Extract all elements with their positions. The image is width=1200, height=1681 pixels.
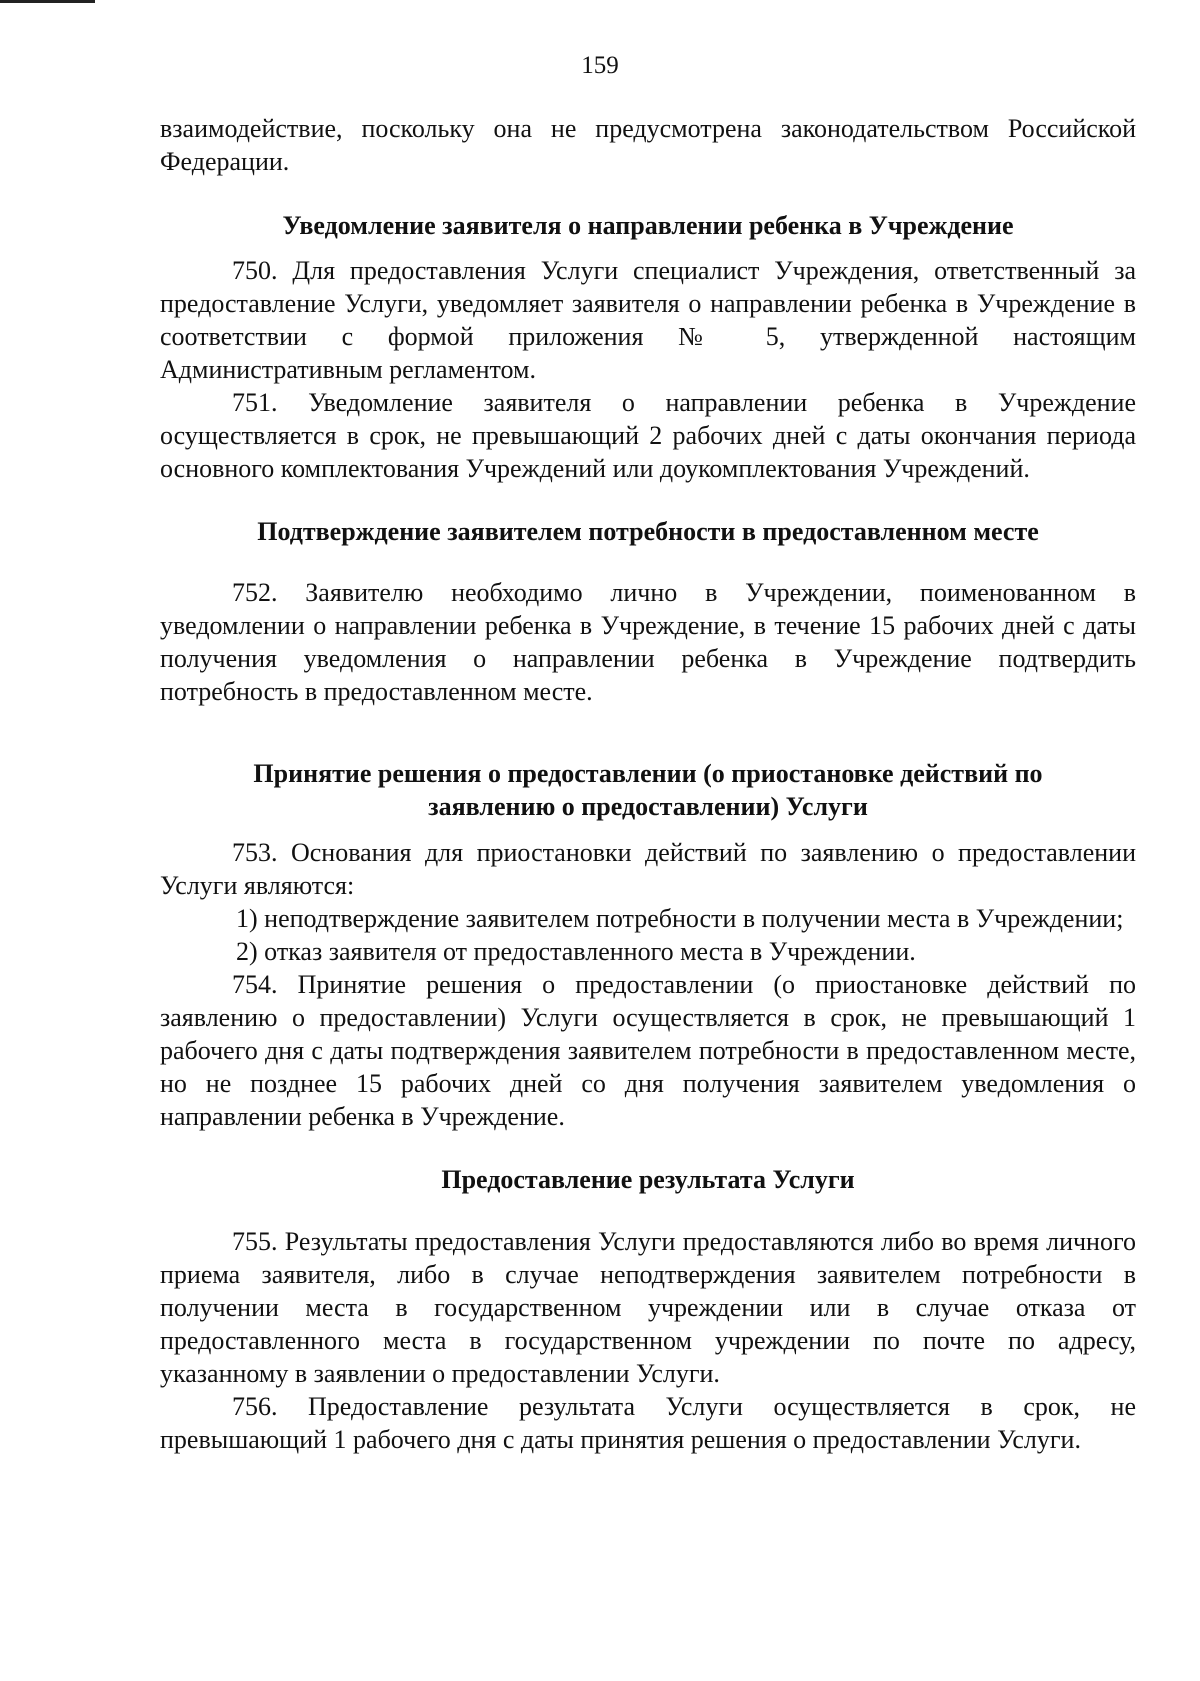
paragraph-752: 752. Заявителю необходимо лично в Учреждении, поименованном в уведомлении о направлении ребенка в Учреждение, в течение 15 рабочих дней с даты получения уведомления о направлении ребенка в Учреждение подтвердить потребность в предоставленном месте. bbox=[160, 578, 1136, 706]
heading-notification: Уведомление заявителя о направлении ребенка в Учреждение bbox=[282, 211, 1014, 240]
paragraph-754: 754. Принятие решения о предоставлении (о приостановке действий по заявлению о предоставлении) Услуги осуществляется в срок, не превышающий 1 рабочего дня с даты подтверждения заявителем потребности в предоставленном месте, но не позднее 15 рабочих дней со дня получения заявителем уведомления о направлении ребенка в Учреждение. bbox=[160, 970, 1136, 1131]
list-item-753-2: 2) отказ заявителя от предоставленного места в Учреждении. bbox=[236, 937, 916, 966]
page-number: 159 bbox=[581, 52, 619, 79]
heading-decision-line-1: Принятие решения о предоставлении (о приостановке действий по bbox=[253, 759, 1043, 788]
list-item-753-1: 1) неподтверждение заявителем потребности в получении места в Учреждении; bbox=[236, 904, 1124, 933]
paragraph-756: 756. Предоставление результата Услуги осуществляется в срок, не превышающий 1 рабочего дня с даты принятия решения о предоставлении Услуги. bbox=[160, 1392, 1136, 1454]
paragraph-751: 751. Уведомление заявителя о направлении ребенка в Учреждение осуществляется в срок, не превышающий 2 рабочих дней с даты окончания периода основного комплектования Учреждений или доукомплектования Учреждений. bbox=[160, 388, 1136, 483]
scan-edge-mark bbox=[0, 0, 95, 3]
paragraph-753: 753. Основания для приостановки действий по заявлению о предоставлении Услуги являются: bbox=[160, 838, 1136, 900]
document-body bbox=[160, 112, 1136, 1456]
heading-result: Предоставление результата Услуги bbox=[441, 1165, 855, 1194]
paragraph-755: 755. Результаты предоставления Услуги предоставляются либо во время личного приема заявителя, либо в случае неподтверждения заявителем потребности в получении места в государственном учреждении или в случае отказа от предоставленного места в государственном учреждении по почте по адресу, указанному в заявлении о предоставлении Услуги. bbox=[160, 1227, 1136, 1388]
paragraph-continuation: взаимодействие, поскольку она не предусмотрена законодательством Российской Федерации. bbox=[160, 114, 1136, 176]
heading-confirmation: Подтверждение заявителем потребности в предоставленном месте bbox=[257, 517, 1039, 546]
heading-decision bbox=[160, 757, 1136, 823]
paragraph-750: 750. Для предоставления Услуги специалист Учреждения, ответственный за предоставление Услуги, уведомляет заявителя о направлении ребенка в Учреждение в соответствии с формой приложения № 5, утвержденной настоящим Административным регламентом. bbox=[160, 256, 1136, 384]
heading-decision-line-2: заявлению о предоставлении) Услуги bbox=[428, 792, 868, 821]
